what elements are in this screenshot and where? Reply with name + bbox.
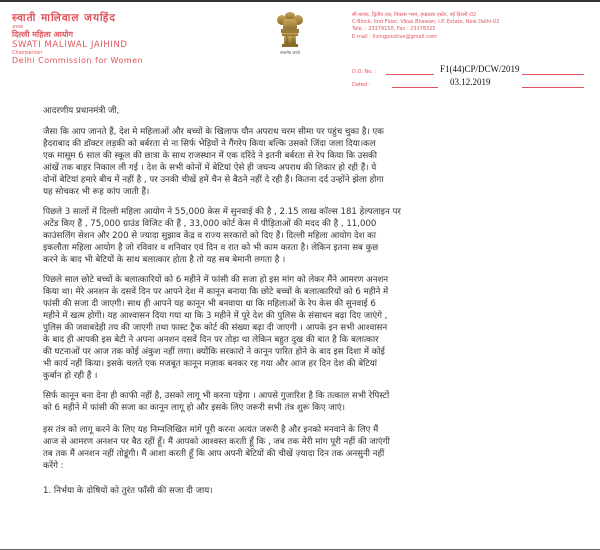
paragraph-line: काउंसलिंग सेशन और 200 से ज्यादा सुझाव केंद्र व राज्य सरकारों को दिए हैं। दिल्ली महिला आयोग देश का (43, 231, 376, 241)
paragraph-line: पिछले साल छोटे बच्चों के बलात्कारियों को 6 महीने में फांसी की सजा हो इस मांग को लेकर मैंने आमरण अनशन (43, 275, 389, 285)
paragraph-1 (43, 126, 563, 198)
date-underline (392, 87, 438, 88)
paragraph-line: कुर्बान हो रही हैं । (43, 371, 98, 381)
date-underline-right (522, 87, 584, 88)
paragraph-line: एक मासूम 6 साल की स्कूल की छात्रा के साथ राजस्थान में एक दरिंदे ने इतनी बर्बरता से रेप किया कि उसकी (43, 151, 378, 161)
do-number-underline (386, 74, 434, 75)
phone-fax: Tele. : 23379150, Fax : 23378325 (352, 26, 436, 33)
paragraph-5 (43, 424, 563, 472)
sender-role-english: Chairperson (12, 50, 43, 56)
sender-name-hindi: स्वाती मालिवाल जयहिंद (12, 12, 116, 24)
paragraph-line: हैदराबाद की डॉक्टर लड़की को बर्बरता से ना सिर्फ भेड़ियों ने गैंगरेप किया बल्कि उसको जिंदा जला दिया।कल (43, 139, 376, 149)
letterhead-sender (12, 12, 232, 66)
email-address: E-mail : livingpositive@gmail.com (352, 33, 437, 40)
paragraph-line: महीने में खत्म होगी। यह आश्वासन दिया गया था कि 3 महीने में पूरे देश की पुलिस के संसाधन बढ़ा दिए जाएंगे , (43, 311, 388, 321)
emblem-motto: सत्यमेव जयते (280, 50, 300, 55)
paragraph-line: के बाद ही आपकी इस बेटी ने अपना अनशन दसवें दिन पर तोड़ा था लेकिन बहुत दुख की बात है कि बलात्कार (43, 335, 379, 345)
paragraph-3 (43, 274, 563, 382)
do-number-underline-right (522, 74, 584, 75)
paragraph-line: आज से आमरण अनशन पर बैठ रहीं हूँ। मैं आपको आश्वस्त करती हूँ कि , जब तक मेरी मांग पूरी नहीं की जाएंगी (43, 437, 390, 447)
date-row (352, 77, 597, 90)
paragraph-line: इस तंत्र को लागू करने के लिए यह निम्नलिखित मांगें पूरी करना अत्यंत जरूरी है और इनको मनवाने के लिए मैं (43, 425, 379, 435)
paragraph-line: दोनों बेटियां हमारे बीच में नहीं है , पर उनकी चीखें हमें चैन से बैठने नहीं दे रही हैं। कितना दर्द उन्होंने झेला होगा (43, 175, 384, 185)
address-english: C-Block, IInd Floor, Vikas Bhawan, I.P. Estate, New Delhi-02 (352, 19, 500, 26)
paragraph-line: तब तक मैं अनशन नहीं तोडूंगी। मैं आशा करती हूँ कि आप अपनी बेटियों की चीखें ज़्यादा दिन तक अनसुनी नहीं (43, 449, 385, 459)
paragraph-line: किया था। मेरे अनशन के दसवें दिन पर आपने देश में कानून बनाया कि छोटे बच्चों के बलात्कारियों को 6 महीने में (43, 287, 389, 297)
paragraph-2 (43, 206, 563, 266)
paragraph-line: करने के बाद भी बेटियों के साथ बलात्कार होता है तो यह सब बेमानी लगता है । (43, 255, 286, 265)
paragraph-line: फांसी की सजा दी जाएगी। साथ ही आपने यह कानून भी बनवाया था कि महिलाओं के रेप केस की सुनवाई 6 (43, 299, 376, 309)
paragraph-line: की घटनाओं पर आज तक कोई अंकुश नहीं लगा। क्योंकि सरकारों ने कानून पारित होने के बाद इस दिशा में कोई (43, 347, 385, 357)
paragraph-line: सिर्फ कानून बना देना ही काफी नहीं है, उसको लागू भी करना पड़ेगा । आपसे गुजारिश है कि तत्काल सभी रेपिस्टों (43, 391, 390, 401)
paragraph-line: करेंगे : (43, 461, 64, 471)
do-number-label: D.O. No. : (352, 69, 376, 75)
date-value: 03.12.2019 (450, 77, 491, 87)
paragraph-line: जैसा कि आप जानते हैं, देश मे महिलाओं और बच्चों के खिलाफ यौन अपराध चरम सीमा पर पहुंच चुका है। एक (43, 127, 384, 137)
sender-role-hindi: अध्यक्ष (12, 25, 23, 30)
ashoka-emblem-icon (273, 10, 307, 50)
do-number-value: F1(44)CP/DCW/2019 (440, 64, 520, 74)
paragraph-line: भी कार्य नहीं किया। इसके चलते एक मजबूत कानून मज़ाक बनकर रह गया और आज हर दिन देश की बेटियां (43, 359, 377, 369)
organization-name-hindi: दिल्ली महिला आयोग (12, 30, 73, 39)
national-emblem (268, 10, 312, 60)
reference-block (352, 64, 597, 90)
paragraph-line: पुलिस की जवाबदेही तय की जाएगी तथा फास्ट ट्रैक कोर्ट की संख्या बढ़ा दी जाएगी । आपके इन सभी आश्वासन (43, 323, 388, 333)
paragraph-line: आंखें तक बाहर निकाल ली गई । देश के सभी कोनों में बेटियां ऐसे ही जघन्य अपराध की शिकार हो रही हैं। ये (43, 163, 377, 173)
paragraph-4 (43, 390, 563, 414)
salutation: आदरणीय प्रधानमंत्री जी, (43, 106, 120, 116)
date-label: Dated : (352, 82, 371, 88)
demand-item-1: 1. निर्भया के दोषियों को तुरंत फाँसी की सजा दी जाय। (43, 486, 213, 496)
paragraph-line: को 6 महीने में फांसी की सजा का कानून लागू हो और इसके लिए जरूरी सभी तंत्र शुरू किए जाएं। (43, 403, 345, 413)
sender-name-english: SWATI MALIWAL JAIHIND (12, 40, 128, 50)
paragraph-line: अटेंड किए हैं , 75,000 ग्राउंड विजिट की हैं , 33,000 कोर्ट केस में पीड़िताओं की मदद की है , 11,000 (43, 219, 377, 229)
top-border (0, 0, 600, 2)
do-number-row (352, 64, 597, 77)
paragraph-line: यह सोचकर भी रूह कांप जाती हैं। (43, 187, 150, 197)
paragraph-line: पिछले 3 सालों में दिल्ली महिला आयोग ने 55,000 केस में सुनवाई की है , 2.15 लाख कॉल्स 181 हेल्पलाइन पर (43, 207, 401, 217)
paragraph-line: इकलौता महिला आयोग है जो रविवार व शनिवार एवं दिन व रात को भी काम करता है। लेकिन इतना सब कुछ (43, 243, 379, 253)
address-hindi: सी-ब्लाक, द्वितीय तल, विकास भवन, इन्द्रप्रस्थ एस्टेट, नई दिल्ली–02 (352, 12, 477, 18)
organization-name-english: Delhi Commission for Women (12, 56, 144, 65)
letterhead-address (352, 12, 597, 41)
